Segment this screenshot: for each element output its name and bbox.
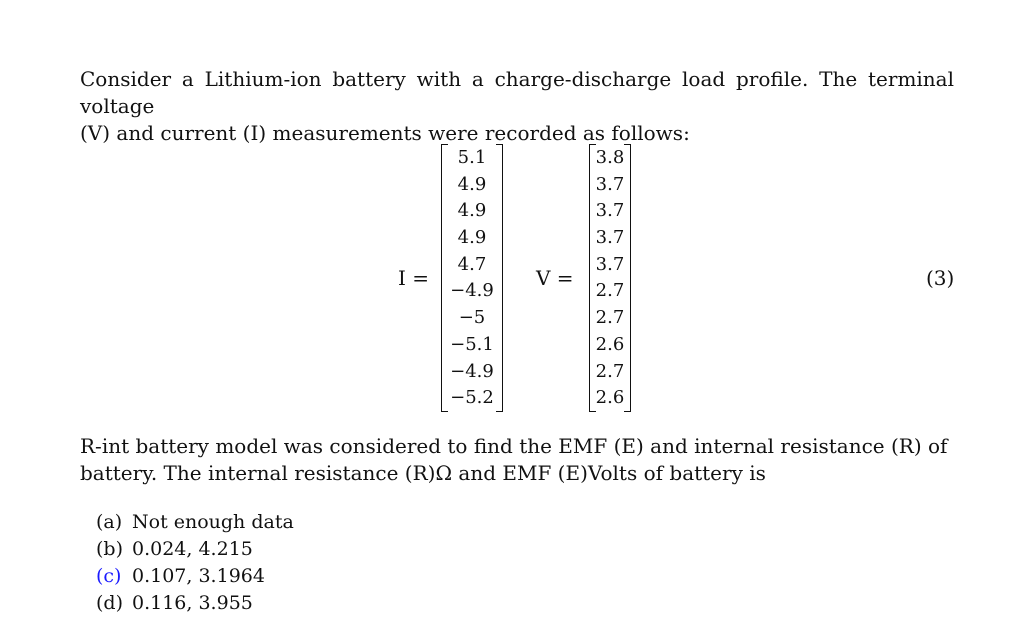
matrix-cell: 3.7 — [595, 200, 625, 222]
option-b[interactable] — [96, 536, 294, 563]
voltage-matrix — [589, 144, 631, 414]
question-paragraph — [80, 433, 954, 487]
matrix-cell: 2.7 — [595, 307, 625, 329]
matrix-cell: 3.7 — [595, 173, 625, 195]
matrix-cell: 3.8 — [595, 147, 625, 168]
matrix-cell: 3.7 — [595, 253, 625, 275]
answer-options — [96, 509, 294, 617]
question-line-2: battery. The internal resistance (R)Ω and EMF (E)Volts of battery is — [80, 461, 766, 485]
voltage-variable-label: V = — [536, 266, 574, 290]
option-label: (a) — [96, 511, 123, 533]
option-text: Not enough data — [132, 511, 294, 533]
matrix-cell: −5 — [458, 307, 486, 329]
option-label: (b) — [96, 538, 123, 560]
matrix-cell: −4.9 — [450, 360, 494, 382]
matrix-right-bracket — [496, 144, 503, 412]
equation-number: (3) — [926, 266, 955, 290]
matrix-cell: −4.9 — [450, 280, 494, 302]
matrix-cell: 4.7 — [457, 253, 487, 275]
current-variable-label: I = — [398, 266, 430, 290]
option-text: 0.116, 3.955 — [132, 592, 253, 614]
matrix-cell: 4.9 — [457, 227, 487, 249]
option-a[interactable] — [96, 509, 294, 536]
intro-paragraph — [80, 66, 954, 147]
intro-line-1: Consider a Lithium-ion battery with a charge-discharge load profile. The terminal voltage — [80, 67, 954, 118]
matrix-cell: 4.9 — [457, 173, 487, 195]
matrix-right-bracket — [624, 144, 631, 412]
option-text: 0.024, 4.215 — [132, 538, 253, 560]
option-label: (d) — [96, 592, 123, 614]
option-c[interactable] — [96, 563, 294, 590]
matrix-cell: 5.1 — [457, 147, 487, 168]
intro-line-2: (V) and current (I) measurements were recorded as follows: — [80, 121, 690, 145]
matrix-cell: 2.7 — [595, 360, 625, 382]
matrix-cell: −5.1 — [450, 333, 494, 355]
matrix-cell: 3.7 — [595, 227, 625, 249]
matrix-cell: −5.2 — [450, 387, 494, 409]
matrix-cell: 2.6 — [595, 387, 625, 409]
matrix-cell: 2.7 — [595, 280, 625, 302]
option-label-selected: (c) — [96, 565, 122, 587]
current-matrix — [441, 144, 503, 414]
matrix-cell: 4.9 — [457, 200, 487, 222]
matrix-cell: 2.6 — [595, 333, 625, 355]
option-d[interactable] — [96, 590, 294, 617]
question-line-1: R-int battery model was considered to find the EMF (E) and internal resistance (R) of — [80, 434, 948, 458]
option-text: 0.107, 3.1964 — [132, 565, 265, 587]
current-values — [441, 145, 503, 412]
